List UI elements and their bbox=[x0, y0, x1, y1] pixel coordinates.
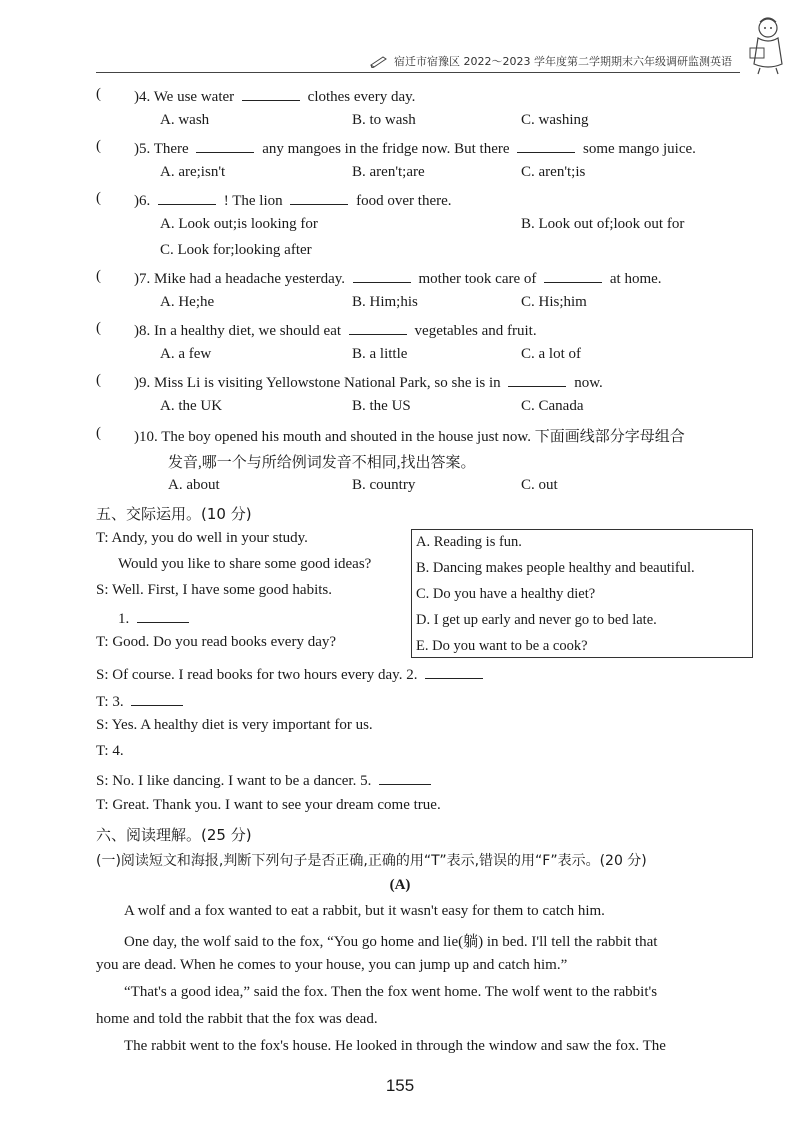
q10-option-c: C. out bbox=[521, 477, 558, 493]
dialogue-s2-text: S: Of course. I read books for two hours every day. 2. bbox=[96, 667, 418, 683]
dialogue-s1: S: Well. First, I have some good habits. bbox=[96, 582, 333, 598]
answer-blank[interactable] bbox=[349, 320, 407, 335]
section-5-heading: 五、交际运用。(10 分) bbox=[96, 505, 252, 523]
answer-blank[interactable] bbox=[517, 138, 575, 153]
passage-line: you are dead. When he comes to your house, you can jump up and catch him.” bbox=[96, 957, 568, 973]
answer-paren: ( bbox=[96, 138, 101, 154]
dialogue-s2 bbox=[96, 664, 487, 684]
passage-line: The rabbit went to the fox's house. He looked in through the window and saw the fox. The bbox=[124, 1038, 666, 1054]
answer-blank[interactable] bbox=[544, 268, 602, 283]
question-5-after: any mangoes in the fridge now. But there bbox=[262, 141, 510, 157]
dialogue-t4: T: 4. bbox=[96, 743, 124, 759]
q5-option-c: C. aren't;is bbox=[521, 164, 586, 180]
dialogue-t1: T: Andy, you do well in your study. bbox=[96, 530, 308, 546]
q9-option-a: A. the UK bbox=[160, 398, 223, 414]
question-5-after2: some mango juice. bbox=[583, 141, 696, 157]
question-6-after: ! The lion bbox=[223, 193, 283, 209]
dialogue-s3: S: Yes. A healthy diet is very important for us. bbox=[96, 717, 373, 733]
q10-option-a: A. about bbox=[168, 477, 220, 493]
question-4 bbox=[134, 86, 415, 106]
answer-blank[interactable] bbox=[196, 138, 254, 153]
dialogue-t3-text: T: 3. bbox=[96, 694, 124, 710]
answer-blank[interactable] bbox=[290, 190, 348, 205]
dialogue-t2: T: Good. Do you read books every day? bbox=[96, 634, 337, 650]
answer-paren: ( bbox=[96, 320, 101, 336]
dialogue-t3 bbox=[96, 691, 187, 711]
box-option-a: A. Reading is fun. bbox=[416, 534, 522, 550]
passage-line: “That's a good idea,” said the fox. Then the fox went home. The wolf went to the rabbit's bbox=[124, 984, 658, 1000]
question-8-after: vegetables and fruit. bbox=[414, 323, 537, 339]
dialogue-t5: T: Great. Thank you. I want to see your dream come true. bbox=[96, 797, 441, 813]
passage-line: One day, the wolf said to the fox, “You go home and lie(躺) in bed. I'll tell the rabbit that bbox=[124, 934, 658, 950]
q4-option-a: A. wash bbox=[160, 112, 210, 128]
question-8-text: )8. In a healthy diet, we should eat bbox=[134, 323, 342, 339]
question-9-after: now. bbox=[574, 375, 603, 391]
answer-blank[interactable] bbox=[379, 770, 431, 785]
question-4-text: )4. We use water bbox=[134, 89, 235, 105]
q6-option-c: C. Look for;looking after bbox=[160, 242, 312, 258]
q6-option-a: A. Look out;is looking for bbox=[160, 216, 318, 232]
header-title: 宿迁市宿豫区 2022～2023 学年度第二学期期末六年级调研监测英语 bbox=[394, 55, 732, 68]
passage-line: home and told the rabbit that the fox was dead. bbox=[96, 1011, 378, 1027]
answer-blank[interactable] bbox=[508, 372, 566, 387]
question-10-line2: 发音,哪一个与所给例词发音不相同,找出答案。 bbox=[168, 455, 476, 471]
box-option-c: C. Do you have a healthy diet? bbox=[416, 586, 596, 602]
question-5-text: )5. There bbox=[134, 141, 189, 157]
question-6 bbox=[134, 190, 452, 210]
question-7-after: mother took care of bbox=[418, 271, 537, 287]
dialogue-blank-1 bbox=[118, 608, 193, 628]
q4-option-c: C. washing bbox=[521, 112, 589, 128]
q6-option-b: B. Look out of;look out for bbox=[521, 216, 685, 232]
q5-option-a: A. are;isn't bbox=[160, 164, 226, 180]
question-9 bbox=[134, 372, 603, 392]
question-7-text: )7. Mike had a headache yesterday. bbox=[134, 271, 346, 287]
section-6-heading: 六、阅读理解。(25 分) bbox=[96, 826, 252, 844]
question-8 bbox=[134, 320, 537, 340]
answer-blank[interactable] bbox=[242, 86, 300, 101]
pencil-icon bbox=[370, 54, 388, 68]
q8-option-b: B. a little bbox=[352, 346, 408, 362]
dialogue-t1b: Would you like to share some good ideas? bbox=[118, 556, 372, 572]
answer-blank[interactable] bbox=[353, 268, 411, 283]
blank-1-label: 1. bbox=[118, 611, 130, 627]
question-7 bbox=[134, 268, 662, 288]
question-6-after2: food over there. bbox=[356, 193, 452, 209]
options-box bbox=[411, 529, 753, 658]
q5-option-b: B. aren't;are bbox=[352, 164, 425, 180]
question-4-after: clothes every day. bbox=[307, 89, 416, 105]
question-6-text: )6. bbox=[134, 193, 151, 209]
answer-paren: ( bbox=[96, 268, 101, 284]
question-10-text: )10. The boy opened his mouth and shouted in the house just now. 下面画线部分字母组合 bbox=[134, 429, 685, 445]
question-7-after2: at home. bbox=[609, 271, 662, 287]
answer-blank[interactable] bbox=[131, 691, 183, 706]
answer-blank[interactable] bbox=[137, 608, 189, 623]
dialogue-s4 bbox=[96, 770, 435, 790]
answer-paren: ( bbox=[96, 372, 101, 388]
answer-paren: ( bbox=[96, 190, 101, 206]
section-6-instruction: (一)阅读短文和海报,判断下列句子是否正确,正确的用“T”表示,错误的用“F”表示。(20 分) bbox=[96, 853, 647, 869]
answer-paren: ( bbox=[96, 86, 101, 102]
answer-blank[interactable] bbox=[158, 190, 216, 205]
q7-option-c: C. His;him bbox=[521, 294, 587, 310]
header-rule bbox=[96, 72, 740, 73]
page-number: 155 bbox=[385, 1076, 415, 1095]
dialogue-s4-text: S: No. I like dancing. I want to be a dancer. 5. bbox=[96, 773, 372, 789]
box-option-e: E. Do you want to be a cook? bbox=[416, 638, 588, 654]
student-mascot-icon bbox=[746, 14, 788, 76]
q7-option-b: B. Him;his bbox=[352, 294, 418, 310]
page-header bbox=[370, 50, 742, 72]
q4-option-b: B. to wash bbox=[352, 112, 416, 128]
q8-option-a: A. a few bbox=[160, 346, 212, 362]
passage-label: (A) bbox=[389, 877, 411, 893]
answer-paren: ( bbox=[96, 425, 101, 441]
q8-option-c: C. a lot of bbox=[521, 346, 581, 362]
q9-option-b: B. the US bbox=[352, 398, 411, 414]
q10-option-b: B. country bbox=[352, 477, 416, 493]
question-5 bbox=[134, 138, 696, 158]
question-9-text: )9. Miss Li is visiting Yellowstone National Park, so she is in bbox=[134, 375, 501, 391]
answer-blank[interactable] bbox=[425, 664, 483, 679]
box-option-b: B. Dancing makes people healthy and beautiful. bbox=[416, 560, 695, 576]
passage-line: A wolf and a fox wanted to eat a rabbit, but it wasn't easy for them to catch him. bbox=[124, 903, 605, 919]
q7-option-a: A. He;he bbox=[160, 294, 215, 310]
q9-option-c: C. Canada bbox=[521, 398, 584, 414]
box-option-d: D. I get up early and never go to bed late. bbox=[416, 612, 657, 628]
